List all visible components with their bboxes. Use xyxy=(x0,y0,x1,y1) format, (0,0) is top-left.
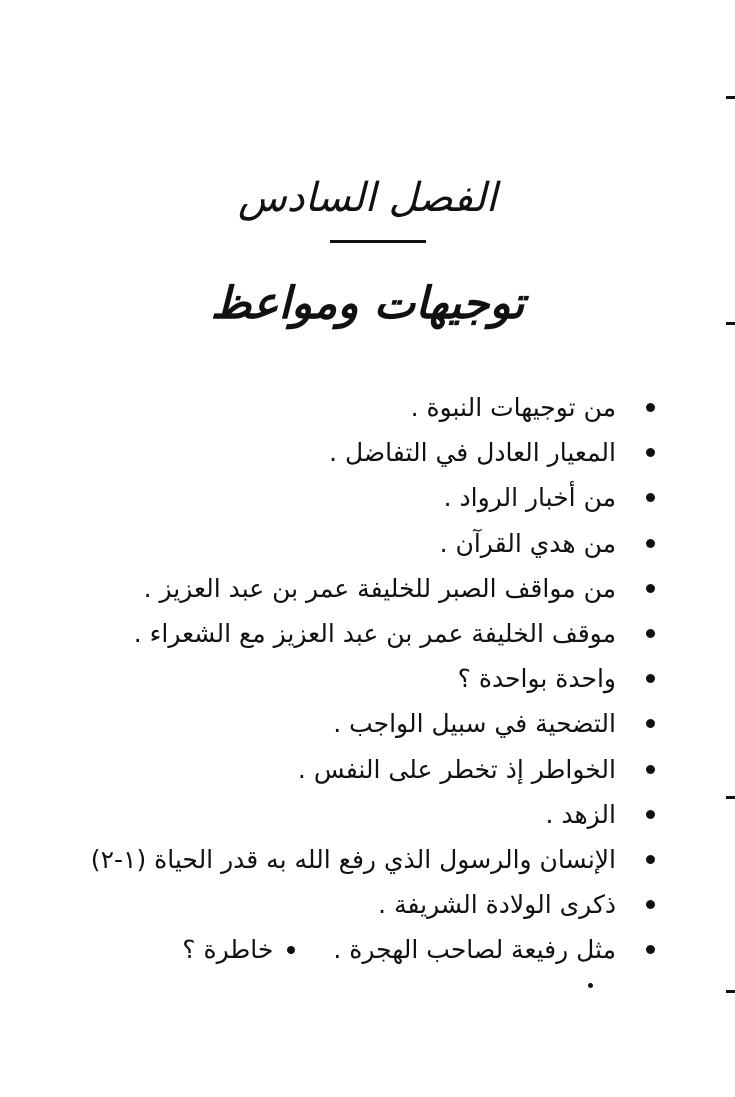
bullet-icon xyxy=(646,493,655,502)
title-divider xyxy=(330,240,426,243)
list-item-text: خاطرة ؟ xyxy=(182,935,274,965)
bullet-icon xyxy=(287,946,295,954)
list-item-text: مثل رفيعة لصاحب الهجرة . xyxy=(333,935,616,965)
list-item-text: المعيار العادل في التفاضل . xyxy=(329,438,616,468)
page-edge-mark xyxy=(726,96,735,99)
list-item xyxy=(95,747,655,792)
bullet-icon xyxy=(646,403,655,412)
bullet-icon xyxy=(646,448,655,457)
list-item xyxy=(95,882,655,927)
list-item xyxy=(95,927,655,972)
list-item-text: من أخبار الرواد . xyxy=(443,483,616,513)
list-item-text: التضحية في سبيل الواجب . xyxy=(333,709,616,739)
list-item-text: ذكرى الولادة الشريفة . xyxy=(378,890,616,920)
stray-dot xyxy=(588,983,593,988)
list-item xyxy=(95,475,655,520)
page-edge-mark xyxy=(726,796,735,799)
page-edge-mark xyxy=(726,990,735,993)
list-item-text: من مواقف الصبر للخليفة عمر بن عبد العزيز . xyxy=(143,573,616,603)
list-item xyxy=(95,566,655,611)
contents-list xyxy=(90,385,655,972)
list-item xyxy=(95,792,655,837)
list-item xyxy=(95,611,655,656)
list-item xyxy=(95,385,655,430)
list-item-text: الإنسان والرسول الذي رفع الله به قدر الحياة (١-٢) xyxy=(90,844,616,874)
list-item xyxy=(95,521,655,566)
bullet-icon xyxy=(646,539,655,548)
bullet-icon xyxy=(646,900,655,909)
bullet-icon xyxy=(646,584,655,593)
list-item xyxy=(95,656,655,701)
bullet-icon xyxy=(646,719,655,728)
chapter-title: توجيهات ومواعظ xyxy=(210,278,525,329)
bullet-icon xyxy=(646,765,655,774)
list-item-text: الخواطر إذ تخطر على النفس . xyxy=(297,754,616,784)
list-item xyxy=(90,837,655,882)
bullet-icon xyxy=(646,629,655,638)
list-item-text: موقف الخليفة عمر بن عبد العزيز مع الشعراء . xyxy=(133,619,616,649)
list-item-text: الزهد . xyxy=(545,799,616,829)
list-item-text: من توجيهات النبوة . xyxy=(410,393,616,423)
page-edge-mark xyxy=(726,322,735,325)
list-item-text: من هدي القرآن . xyxy=(439,528,616,558)
list-item-text: واحدة بواحدة ؟ xyxy=(457,664,616,694)
bullet-icon xyxy=(646,855,655,864)
chapter-label: الفصل السادس xyxy=(237,175,498,221)
bullet-icon xyxy=(646,674,655,683)
bullet-icon xyxy=(646,945,655,954)
list-item xyxy=(95,701,655,746)
bullet-icon xyxy=(646,810,655,819)
list-item xyxy=(95,430,655,475)
